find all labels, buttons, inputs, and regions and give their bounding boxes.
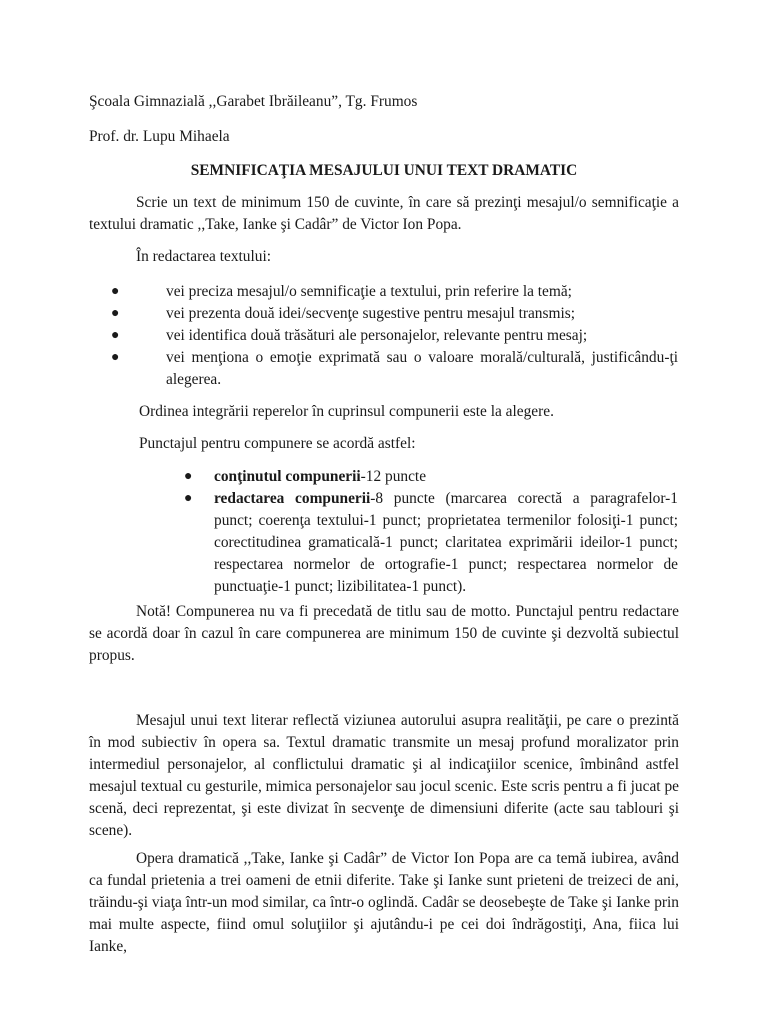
school-name: Şcoala Gimnazială ,,Garabet Ibrăileanu”, Tg. Frumos [89,93,418,110]
bullet-icon: ● [184,491,193,506]
score-item-text: -12 puncte [360,468,427,485]
task-intro: Scrie un text de minimum 150 de cuvinte, în care să prezinţi mesajul/o semnificaţie a textului dramatic ,,Take, Ianke şi Cadâr” de Victor Ion Popa. [89,194,679,233]
note-paragraph: Notă! Compunerea nu va fi precedată de titlu sau de motto. Punctajul pentru redactare se acordă doar în cazul în care compunerea are minimum 150 de cuvinte şi dezvoltă subiectul propus. [89,603,679,664]
list-item: ● vei preciza mesajul/o semnificaţie a textului, prin referire la temă; [166,281,678,303]
bullet-icon: ● [111,306,120,321]
essay-paragraph-1: Mesajul unui text literar reflectă viziunea autorului asupra realităţii, pe care o prezintă în mod subiectiv în opera sa. Textul dramatic transmite un mesaj profund moralizator prin intermediul personajelor, al conflictului dramatic şi al indicaţiilor scenice, îmbinând astfel mesajul textual cu gesturile, mimica personajelor sau jocul scenic. Este scris pentru a fi jucat pe scenă, deci reprezentat, şi este divizat în secvenţe de dimensiuni diferite (acte sau tablouri şi scene). [89,712,679,839]
document-title: SEMNIFICAŢIA MESAJULUI UNUI TEXT DRAMATIC [190,162,578,179]
bullet-icon: ● [111,328,120,343]
score-list [184,466,678,598]
list-item [184,488,678,598]
order-note: Ordinea integrării reperelor în cuprinsul compunerii este la alegere. [139,403,554,420]
score-item-title: conţinutul compunerii [214,468,361,485]
bullet-icon: ● [111,350,120,365]
requirements-list [111,281,678,391]
list-item: ● vei identifica două trăsături ale personajelor, relevante pentru mesaj; [166,325,678,347]
essay-paragraph-2: Opera dramatică ,,Take, Ianke şi Cadâr” de Victor Ion Popa are ca temă iubirea, având ca fundal prietenia a trei oameni de etnii diferite. Take şi Ianke sunt prieteni de treizeci de ani, trăindu-şi viaţa într-un mod similar, ca într-o oglindă. Cadâr se deosebeşte de Take şi Ianke prin mai multe aspecte, fiind omul soluţiilor şi ajutându-i pe cei doi îndrăgostiţi, Ana, fiica lui Ianke, [89,850,679,955]
task-lead: În redactarea textului: [136,248,272,265]
bullet-icon: ● [111,284,120,299]
list-item: ● vei menţiona o emoţie exprimată sau o valoare morală/culturală, justificându-ţi alegerea. [111,349,678,388]
score-item-text: -8 puncte (marcarea corectă a paragrafelor-1 punct; coerenţa textului-1 punct; proprietatea termenilor folosiţi-1 punct; corectitudinea gramaticală-1 punct; claritatea exprimării ideilor-1 punct; respectarea normelor de ortografie-1 punct; respectarea normelor de punctuaţie-1 punct; lizibilitatea-1 punct). [214,490,678,595]
score-item-title: redactarea compunerii [214,490,371,507]
bullet-icon: ● [184,469,193,484]
list-item: ● vei prezenta două idei/secvenţe sugestive pentru mesajul transmis; [166,303,678,325]
list-item [184,466,678,488]
score-lead: Punctajul pentru compunere se acordă astfel: [139,435,416,452]
author-name: Prof. dr. Lupu Mihaela [89,128,230,145]
